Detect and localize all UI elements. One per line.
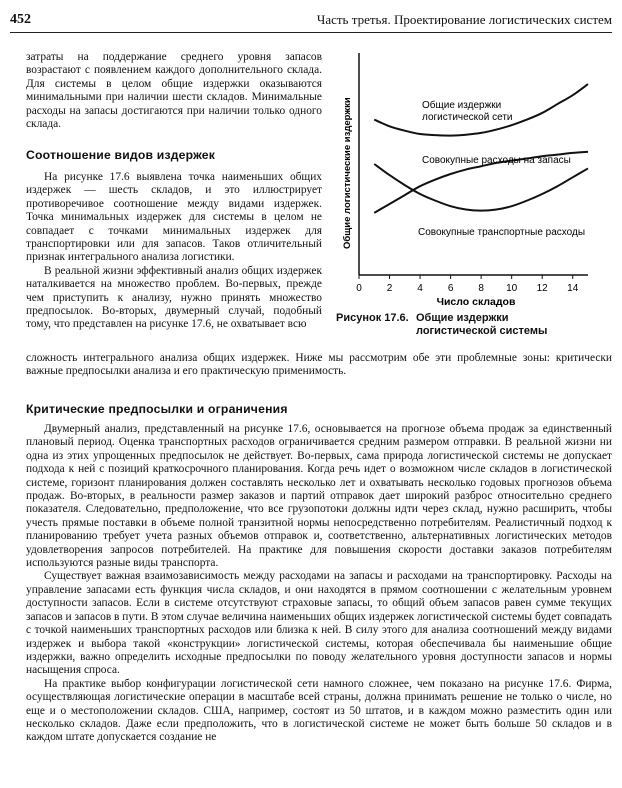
caption-line1: Общие издержки	[416, 312, 509, 324]
x-ticks	[356, 275, 579, 294]
label-transport: Совокупные транспортные расходы	[418, 227, 586, 238]
x-tick-label: 2	[386, 283, 393, 294]
y-axis-label: Общие логистические издержки	[342, 97, 353, 249]
x-tick-label: 14	[567, 283, 579, 294]
x-tick-label: 10	[506, 283, 518, 294]
paragraph-wide: сложность интегрального анализа общих издержек. Ниже мы рассмотрим обе эти проблемные зоны: критически важные предпосылки анализа и его практическую применимость.	[26, 352, 612, 378]
paragraph-assumptions	[26, 423, 612, 745]
paragraph-text: На практике выбор конфигурации логистической сети намного сложнее, чем показано на рисунке 17.6. Фирма, осуществляющая логистические операции в масштабе всей страны, должна принимать решение не только о числе, но еще и о местоположении складов. США, например, состоят из 50 штатов, и в каждом можно разместить один или несколько складов. Даже если предположить, что в логистической системе не может быть больше 50 складов и в каждом штате допускается создание не	[26, 677, 612, 744]
label-total-line2: логистической сети	[422, 112, 513, 123]
x-tick-label: 8	[478, 283, 484, 294]
figure-caption	[336, 312, 596, 338]
paragraph-text: Двумерный анализ, представленный на рисунке 17.6, основывается на прогнозе объема продаж за единственный плановый период. Оценка транспортных расходов ограничивается средним размером отправки. В реальной жизни ни одна из этих упрощенных предпосылок не действует. Во-первых, сама природа логистической системы не допускает подхода к ней с позиций краткосрочного планирования. Когда речь идет о возможном числе складов в логистической системе, горизонт планирования должен составлять несколько лет и охватывать несколько годовых прогнозов объема продаж. Во-вторых, в реальности размер заказов и партий отправок дает широкий разброс относительно среднего показателя. Следовательно, предположение, что все грузопотоки должны идти через склад, нужно расширить, чтобы учесть прямые поставки в объеме полной транзитной нормы непосредственно потребителям. Реалистичный подход к планированию требует учета разных объемов отправок и, соответственно, альтернативных логистических методов удовлетворения запросов потребителей. На практике для повышения скорости доставки заказов потребителям используются разные виды транспорта.	[26, 423, 612, 570]
curve-transport-costs	[374, 164, 588, 211]
paragraph-text: В реальной жизни эффективный анализ общих издержек наталкивается на множество проблем. Во-первых, прежде чем приступить к анализу, нужно принять множество предпосылок. Во-вторых, двумерный случай, подобный тому, что представлен на рисунке 17.6, не охватывает всю	[26, 264, 322, 331]
running-title: Часть третья. Проектирование логистических систем	[316, 12, 612, 27]
section-heading-cost-ratio: Соотношение видов издержек	[26, 148, 216, 162]
caption-line2: логистической системы	[416, 325, 548, 337]
x-tick-label: 4	[417, 283, 423, 294]
chart-svg	[336, 43, 596, 313]
paragraph-cost-ratio	[26, 171, 322, 332]
x-tick-label: 6	[447, 283, 454, 294]
paragraph-text: На рисунке 17.6 выявлена точка наименьших общих издержек — шесть складов, и это иллюстрирует противоречивое соотношение между видами издержек. Точка минимальных издержек для системы в целом не совпадает с точками минимальных издержек для транспортировки или для запасов. Таков отличительный признак интегрального анализа логистики.	[26, 171, 322, 264]
label-total-line1: Общие издержки	[422, 100, 502, 111]
x-axis-label: Число складов	[436, 296, 516, 308]
caption-label: Рисунок 17.6.	[336, 312, 409, 324]
label-inventory: Совокупные расходы на запасы	[422, 155, 571, 166]
x-tick-label: 0	[356, 283, 362, 294]
intro-paragraph: затраты на поддержание среднего уровня запасов возрастают с появлением каждого дополнительного склада. Для системы в целом общие издержки оказываются минимальными при наличии шести складов. Минимальные расходы на запасы достигаются при наличии только одного склада.	[26, 51, 322, 131]
page-number: 452	[10, 12, 31, 27]
paragraph-text: Существует важная взаимозависимость между расходами на запасы и расходами на транспортировку. Расходы на управление запасами есть функция числа складов, и они находятся в прямом соотношении с желательным уровнем доступности запасов. Если в системе отсутствуют страховые запасы, то общий объем запасов равен сумме текущих запасов и запасов в пути. В этом случае величина наименьших общих издержек логистической системы будет совпадать с точкой наименьших транспортных расходов или близка к ней. В силу этого для анализа соотношений между видами издержек и выбора такой «конструкции» логистической системы, которая обеспечивала бы наименьшие общие издержки, важно определить исходные предпосылки по поводу желательного уровня доступности запасов и нормы насыщения спроса.	[26, 570, 612, 677]
x-tick-label: 12	[536, 283, 548, 294]
section-heading-assumptions: Критические предпосылки и ограничения	[26, 402, 288, 416]
page-header	[10, 12, 612, 33]
